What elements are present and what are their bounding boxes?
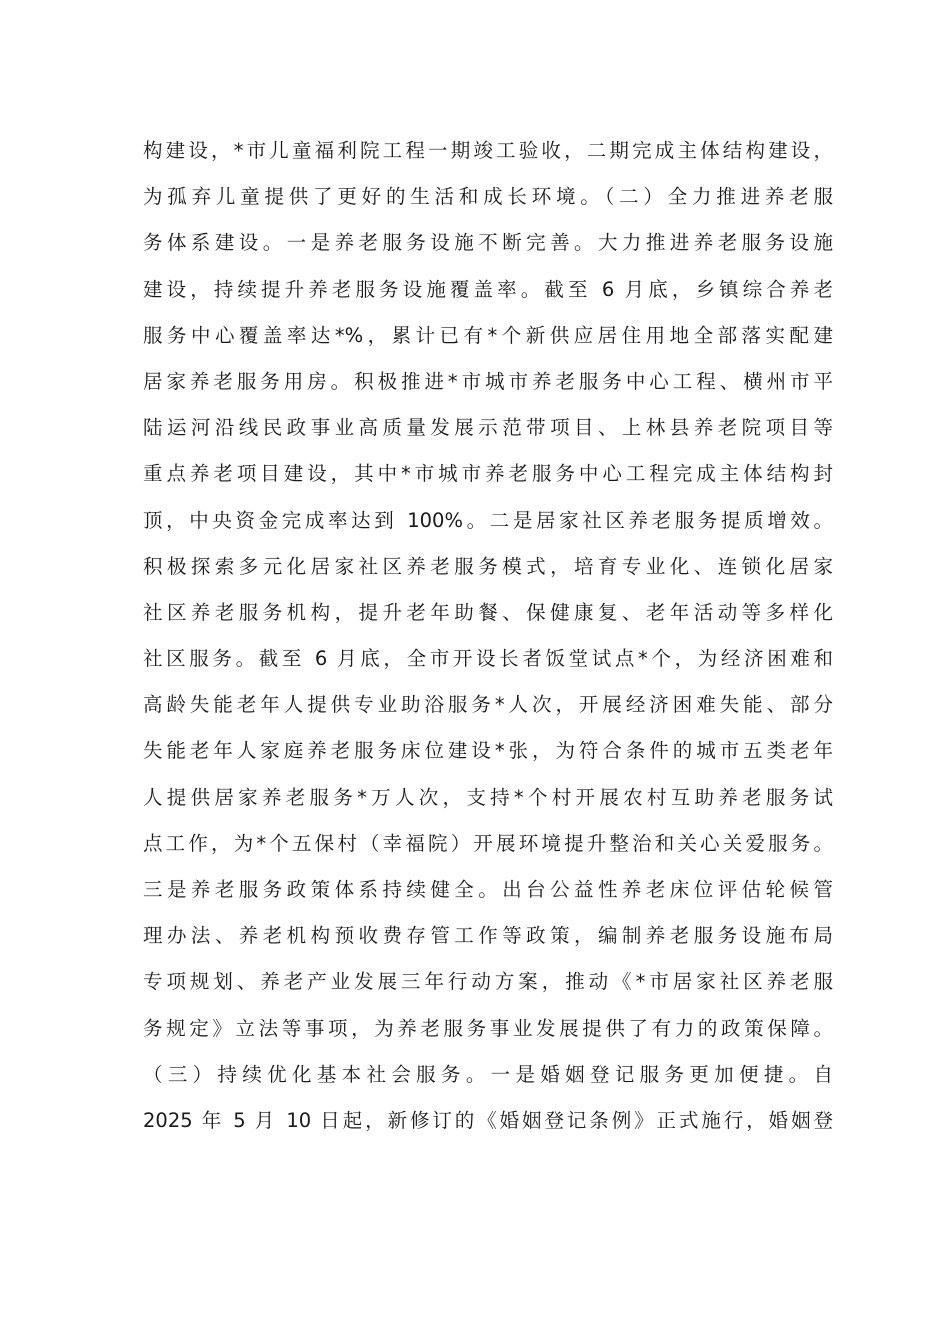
text-line: 为孤弃儿童提供了更好的生活和成长环境。（二）全力推进养老服 [143, 185, 833, 209]
text-line: 居家养老服务用房。积极推进*市城市养老服务中心工程、横州市平 [143, 369, 833, 393]
text-line: 社区养老服务机构，提升老年助餐、保健康复、老年活动等多样化 [143, 600, 833, 624]
text-line: 服务中心覆盖率达*%，累计已有*个新供应居住用地全部落实配建 [143, 323, 833, 347]
text-line: 2025 年 5 月 10 日起，新修订的《婚姻登记条例》正式施行，婚姻登 [143, 1108, 833, 1132]
text-line: 专项规划、养老产业发展三年行动方案，推动《*市居家社区养老服 [143, 970, 833, 994]
text-line: 建设，持续提升养老服务设施覆盖率。截至 6 月底，乡镇综合养老 [143, 277, 833, 301]
text-line: 重点养老项目建设，其中*市城市养老服务中心工程完成主体结构封 [143, 462, 833, 486]
text-line: 顶，中央资金完成率达到 100%。二是居家社区养老服务提质增效。 [143, 508, 833, 532]
text-line: 务规定》立法等事项，为养老服务事业发展提供了有力的政策保障。 [143, 1016, 833, 1040]
text-line: 积极探索多元化居家社区养老服务模式，培育专业化、连锁化居家 [143, 554, 833, 578]
text-line: （三）持续优化基本社会服务。一是婚姻登记服务更加便捷。自 [143, 1062, 833, 1086]
text-line: 点工作，为*个五保村（幸福院）开展环境提升整治和关心关爱服务。 [143, 831, 833, 855]
text-line: 高龄失能老年人提供专业助浴服务*人次，开展经济困难失能、部分 [143, 693, 833, 717]
text-line: 陆运河沿线民政事业高质量发展示范带项目、上林县养老院项目等 [143, 416, 833, 440]
text-line: 社区服务。截至 6 月底，全市开设长者饭堂试点*个，为经济困难和 [143, 647, 833, 671]
text-line: 失能老年人家庭养老服务床位建设*张，为符合条件的城市五类老年 [143, 739, 833, 763]
text-line: 构建设，*市儿童福利院工程一期竣工验收，二期完成主体结构建设， [143, 139, 833, 162]
body-text [143, 128, 833, 1144]
text-line: 理办法、养老机构预收费存管工作等政策，编制养老服务设施布局 [143, 924, 833, 948]
text-line: 三是养老服务政策体系持续健全。出台公益性养老床位评估轮候管 [143, 878, 833, 901]
text-line: 务体系建设。一是养老服务设施不断完善。大力推进养老服务设施 [143, 231, 833, 255]
text-line: 人提供居家养老服务*万人次，支持*个村开展农村互助养老服务试 [143, 785, 833, 809]
